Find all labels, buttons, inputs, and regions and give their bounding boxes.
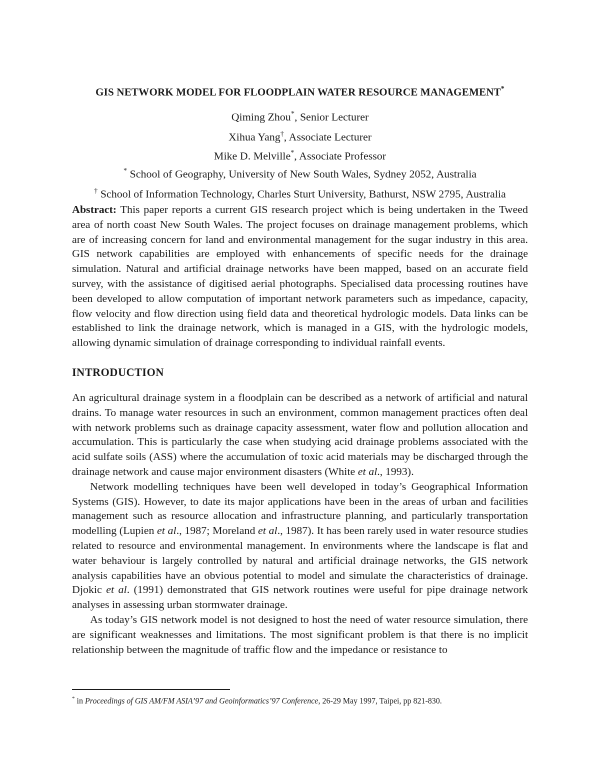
author-affil-mark: †	[280, 129, 284, 138]
citation-et-al: et al	[258, 525, 278, 538]
author-line	[0, 106, 600, 126]
paper-title	[0, 82, 600, 101]
author-name: Mike D. Melville	[213, 150, 291, 163]
title-footnote-mark: *	[500, 85, 505, 93]
citation-et-al: et al	[106, 584, 127, 597]
author-affil-mark: *	[290, 149, 295, 158]
citation-et-al: et al	[357, 465, 378, 478]
introduction-body	[72, 391, 528, 657]
author-name: Xihua Yang	[228, 131, 281, 144]
author-list	[0, 106, 600, 165]
abstract	[72, 203, 528, 351]
paragraph-text: ., 1987; Moreland	[176, 525, 259, 538]
footnote-text: in	[74, 696, 85, 706]
paragraph-text: An agricultural drainage system in a floodplain can be described as a network of artificial and natural drains. To manage water resources in such an environment, common management practices often deal with network problems such as drainage capacity assessment, water flow and pollution allocation and accumulation. This is particularly the case when studying acid drainage problems associated with the acid sulfate soils (ASS) where the accumulation of toxic acid materials may be discharged through the drainage network and cause major environment disasters (White	[72, 392, 528, 478]
abstract-text: This paper reports a current GIS research project which is being undertaken in the Tweed area of north coast New South Wales. The project focuses on drainage management problems, which are of increasing concern for land and environmental management for the sugar industry in this area. GIS network capabilities are employed with enhancements of specific needs for the drainage simulation. Natural and artificial drainage networks have been mapped, based on an accurate field survey, with the assistance of digitised aerial photographs. Specialised data processing routines have been developed to allow computation of important network parameters such as impedance, capacity, flow velocity and flow direction using field data and theoretical hydrologic models. Data links can be established to link the drainage network, which is managed in a GIS, with the hydrologic models, allowing dynamic simulation of drainage corresponding to individual rainfall events.	[72, 204, 528, 350]
footnote-divider	[72, 689, 230, 690]
paragraph-text: . (1991) demonstrated that GIS network routines were useful for pipe drainage network analyses in assessing urban stormwater drainage.	[72, 584, 528, 612]
author-role: , Senior Lecturer	[294, 111, 369, 124]
paragraph	[72, 391, 528, 480]
author-name: Qiming Zhou	[231, 111, 291, 124]
title-text: GIS NETWORK MODEL FOR FLOODPLAIN WATER RESOURCE MANAGEMENT	[95, 87, 501, 99]
paragraph-text: ., 1993).	[377, 465, 414, 478]
footnote	[72, 694, 528, 707]
affiliation-mark: *	[123, 167, 127, 175]
affiliation-line	[0, 163, 600, 183]
paragraph: As today’s GIS network model is not designed to host the need of water resource simulation, there are significant weaknesses and limitations. The most significant problem is that there is no implicit relationship between the magnitude of traffic flow and the impedance or resistance to	[72, 613, 528, 656]
affiliation-mark: †	[94, 186, 98, 195]
affiliation-text: School of Geography, University of New South Wales, Sydney 2052, Australia	[126, 168, 477, 181]
abstract-label: Abstract:	[72, 204, 117, 216]
author-affil-mark: *	[290, 110, 295, 118]
paragraph	[72, 480, 528, 613]
affiliation-list	[0, 163, 600, 202]
paragraph-text: ., 1987). It has been rarely used in water resource studies related to resource and environmental management. In environments where the landscape is flat and water behaviour is largely controlled by natural and artificial drainage networks, the GIS network analysis capabilities have an obvious potential to model and simulate the characteristics of drainage. Djokic	[72, 525, 528, 597]
author-role: , Associate Lecturer	[283, 131, 372, 144]
affiliation-line	[0, 183, 600, 203]
affiliation-text: School of Information Technology, Charles Sturt University, Bathurst, NSW 2795, Australia	[97, 188, 506, 201]
section-heading-introduction: INTRODUCTION	[72, 367, 164, 379]
author-role: , Associate Professor	[294, 150, 387, 163]
footnote-text: , 26-29 May 1997, Taipei, pp 821-830.	[318, 696, 442, 706]
citation-et-al: et al	[157, 525, 177, 538]
footnote-source: Proceedings of GIS AM/FM ASIA’97 and Geoinformatics’97 Conference	[84, 696, 319, 706]
author-line	[0, 126, 600, 146]
footnote-mark: *	[72, 696, 75, 702]
paragraph-text: Network modelling techniques have been well developed in today’s Geographical Information Systems (GIS). However, to date its major applications have been in the areas of urban and facilities management such as resource allocation and infrastructure planning, and particularly transportation modelling (Lupien	[72, 480, 528, 538]
